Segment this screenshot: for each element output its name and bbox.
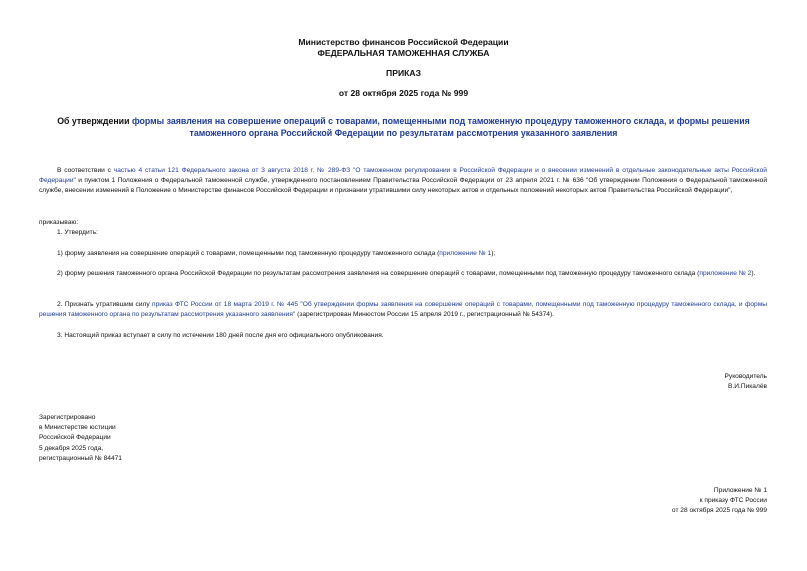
appendix-line: к приказу ФТС России bbox=[699, 497, 767, 505]
item-1-2 bbox=[39, 269, 767, 279]
registration-line: регистрационный № 84471 bbox=[39, 454, 122, 462]
item-3: 3. Настоящий приказ вступает в силу по истечении 180 дней после дня его официального опубликования. bbox=[57, 332, 384, 339]
document-type: ПРИКАЗ bbox=[386, 68, 421, 78]
item-1-1-end: ); bbox=[491, 250, 496, 257]
item-2-end: (зарегистрирован Минюстом России 15 апреля 2019 г., регистрационный № 54374). bbox=[295, 311, 554, 319]
registration-line: 5 декабря 2025 года, bbox=[39, 444, 104, 452]
item-1-2-text: 2) форму решения таможенного органа Российской Федерации по результатам рассмотрения заявления на совершение операций с товарами, помещенными под таможенную процедуру таможенного склада ( bbox=[57, 270, 700, 277]
item-1-2-end: ). bbox=[751, 270, 756, 277]
registration-block bbox=[39, 413, 122, 464]
repealed-order-link[interactable]: приказ ФТС России от 18 марта 2019 г. № 445 "Об утверждении формы заявления на совершение операций с товарами, помещенными под таможенную процедуру таможенного склада, и формы решения таможенного органа по результатам рассмотрения указанного заявления" bbox=[39, 301, 767, 319]
item-1: 1. Утвердить: bbox=[57, 229, 98, 236]
item-1-1 bbox=[39, 249, 767, 259]
document-title bbox=[50, 115, 757, 139]
order-word: приказываю: bbox=[39, 219, 79, 226]
signatory-role: Руководитель bbox=[724, 373, 767, 380]
document-date: от 28 октября 2025 года № 999 bbox=[338, 88, 469, 98]
signatory-name: В.И.Пикалёв bbox=[728, 383, 767, 390]
service-name: ФЕДЕРАЛЬНАЯ ТАМОЖЕННАЯ СЛУЖБА bbox=[317, 48, 490, 58]
basis-text: и пунктом 1 Положения о Федеральной таможенной службе, утвержденного постановлением Правительства Российской Федерации от 23 апреля 2021 г. № 636 "Об утверждении Положения о Федеральной таможенной службе, внесении изменений в Положение о Министерстве финансов Российской Федерации и признании утратившими силу некоторых актов и отдельных положений некоторых актов Правительства Российской Федерации", bbox=[39, 177, 767, 195]
registration-line: Российской Федерации bbox=[39, 434, 111, 442]
federal-law-link[interactable]: частью 4 статьи 121 Федерального закона от 3 августа 2018 г. № 289-ФЗ "О таможенном регулировании в Российской Федерации и о внесении изменений в отдельные законодательные акты Российской Федерации" bbox=[39, 167, 767, 185]
item-2-prefix: 2. Признать утратившим силу bbox=[57, 301, 153, 308]
appendix-line: от 28 октября 2025 года № 999 bbox=[671, 507, 767, 515]
item-1-1-text: 1) форму заявления на совершение операций с товарами, помещенными под таможенную процедуру таможенного склада ( bbox=[57, 250, 440, 257]
appendix-line: Приложение № 1 bbox=[713, 487, 767, 494]
item-2 bbox=[39, 300, 767, 320]
registration-line: Зарегистрировано bbox=[39, 414, 96, 421]
registration-line: в Министерстве юстиции bbox=[39, 424, 116, 432]
appendix-2-link[interactable]: приложение № 2 bbox=[699, 270, 752, 277]
basis-prefix: В соответствии с bbox=[57, 167, 114, 174]
appendix-heading bbox=[672, 486, 767, 517]
appendix-1-link[interactable]: приложение № 1 bbox=[439, 250, 492, 257]
ministry-name: Министерство финансов Российской Федерации bbox=[298, 37, 509, 47]
basis-paragraph bbox=[39, 166, 767, 197]
title-prefix: Об утверждении bbox=[57, 116, 132, 126]
title-link[interactable]: формы заявления на совершение операций с товарами, помещенными под таможенную процедуру таможенного склада, и формы решения таможенного органа Российской Федерации по результатам рассмотрения указанного заявления bbox=[131, 116, 750, 138]
